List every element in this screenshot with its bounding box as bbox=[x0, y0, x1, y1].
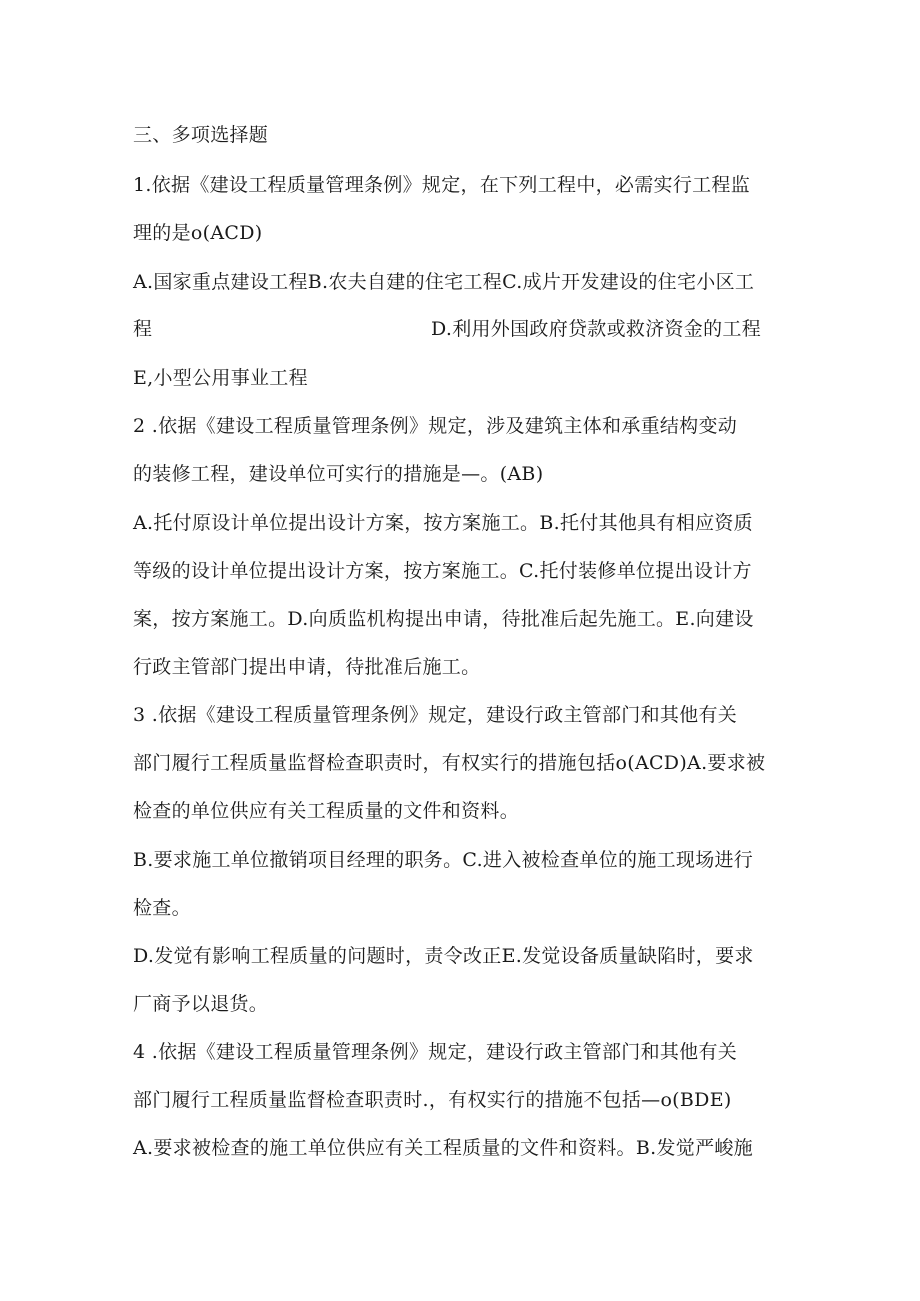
question-1-line-2: 理的是o(ACD) bbox=[133, 222, 263, 244]
question-4-options-line-1: A.要求被检查的施工单位供应有关工程质量的文件和资料。B.发觉严峻施 bbox=[133, 1137, 753, 1159]
question-1-options-line-2 bbox=[133, 314, 833, 344]
question-2-line-2: 的装修工程，建设单位可实行的措施是—。(AB) bbox=[133, 463, 544, 485]
question-4-line-1: 4 .依据《建设工程质量管理条例》规定，建设行政主管部门和其他有关 bbox=[133, 1041, 738, 1063]
question-3-options-line-2: 检查。 bbox=[133, 897, 191, 919]
section-heading: 三、多项选择题 bbox=[133, 124, 269, 146]
question-2-options-line-2: 等级的设计单位提出设计方案，按方案施工。C.托付装修单位提出设计方 bbox=[133, 560, 752, 582]
question-1-line-1: 1.依据《建设工程质量管理条例》规定，在下列工程中，必需实行工程监 bbox=[133, 174, 751, 196]
question-4-line-2: 部门履行工程质量监督检查职责时.，有权实行的措施不包括—o(BDE) bbox=[133, 1089, 732, 1111]
question-2-options-line-1: A.托付原设计单位提出设计方案，按方案施工。B.托付其他具有相应资质 bbox=[133, 512, 753, 534]
question-1-option-e: E,小型公用事业工程 bbox=[133, 367, 308, 389]
question-3-line-3: 检查的单位供应有关工程质量的文件和资料。 bbox=[133, 800, 520, 822]
question-3-options-line-1: B.要求施工单位撤销项目经理的职务。C.进入被检查单位的施工现场进行 bbox=[133, 849, 754, 871]
question-2-line-1: 2 .依据《建设工程质量管理条例》规定，涉及建筑主体和承重结构变动 bbox=[133, 415, 738, 437]
question-2-options-line-4: 行政主管部门提出申请，待批准后施工。 bbox=[133, 656, 481, 678]
question-3-line-2: 部门履行工程质量监督检查职责时，有权实行的措施包括o(ACD)A.要求被 bbox=[133, 752, 766, 774]
question-3-options-line-4: 厂商予以退货。 bbox=[133, 993, 269, 1015]
question-1-options-line-1: A.国家重点建设工程B.农夫自建的住宅工程C.成片开发建设的住宅小区工 bbox=[133, 271, 755, 293]
question-3-options-line-3: D.发觉有影响工程质量的问题时，责令改正E.发觉设备质量缺陷时，要求 bbox=[133, 945, 754, 967]
option-d-text: D.利用外国政府贷款或救济资金的工程 bbox=[431, 318, 761, 340]
question-3-line-1: 3 .依据《建设工程质量管理条例》规定，建设行政主管部门和其他有关 bbox=[133, 704, 738, 726]
option-c-continuation: 程 bbox=[133, 318, 153, 340]
question-2-options-line-3: 案，按方案施工。D.向质监机构提出申请，待批准后起先施工。E.向建设 bbox=[133, 608, 754, 630]
